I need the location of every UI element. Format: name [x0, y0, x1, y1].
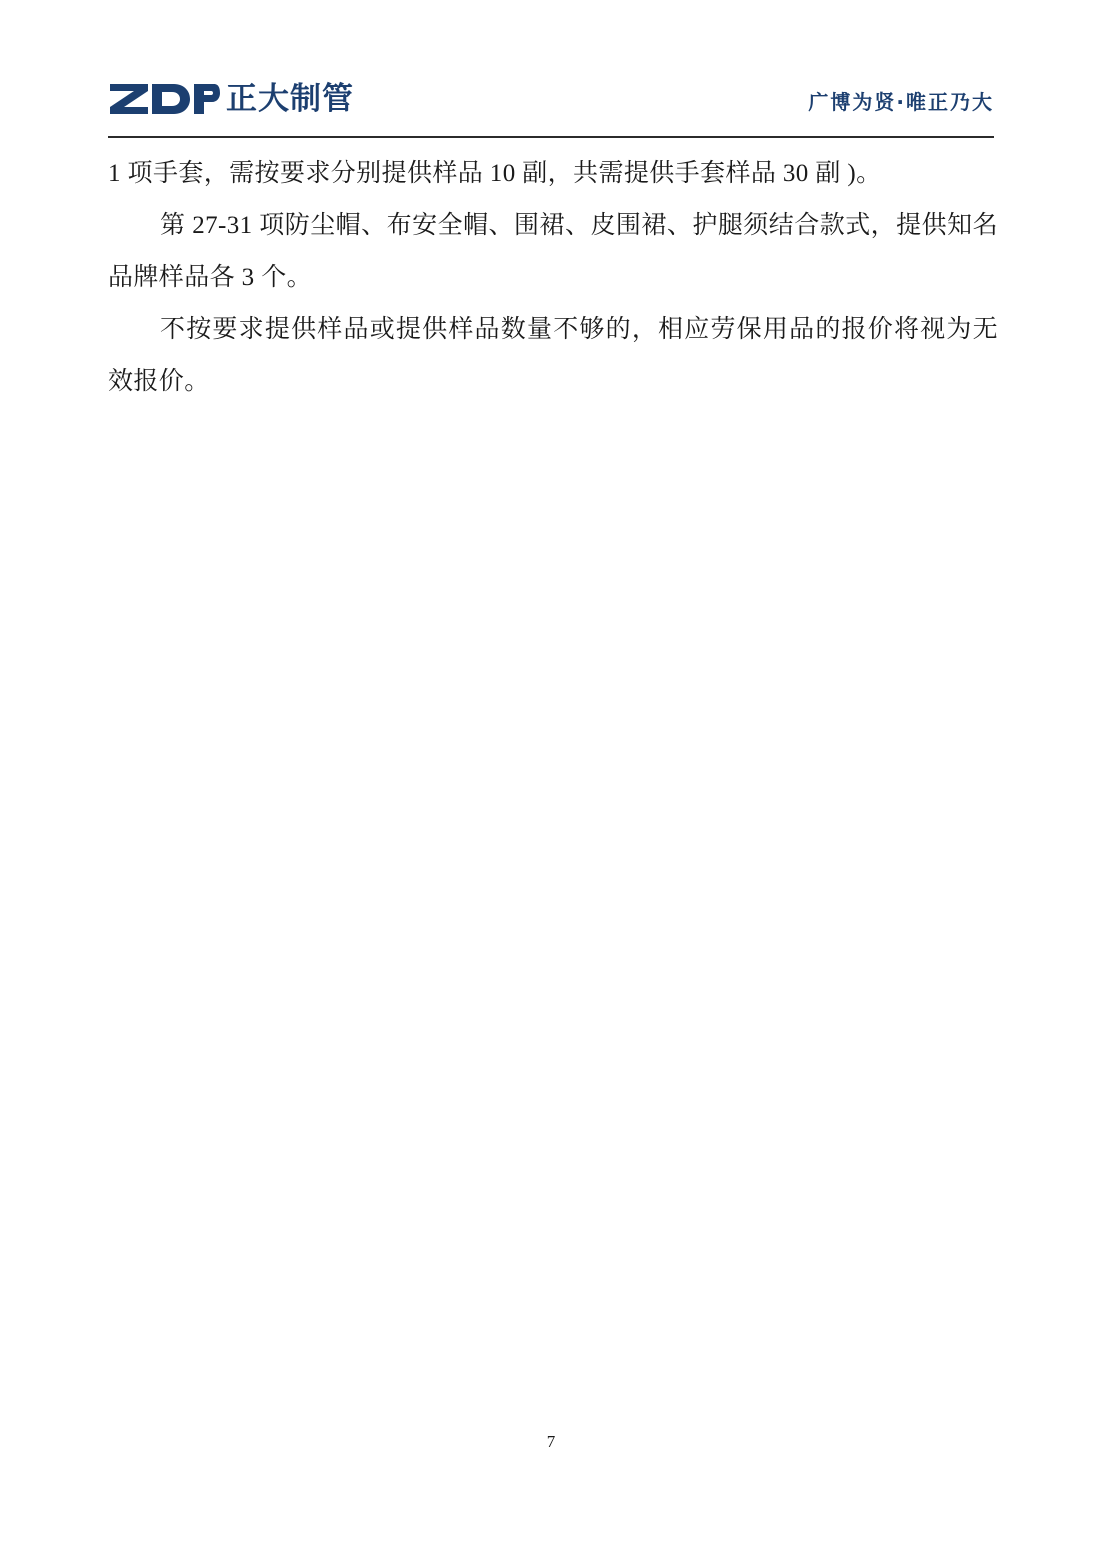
document-body — [108, 148, 998, 408]
header-divider — [108, 136, 994, 138]
zdp-logo-icon — [108, 82, 220, 116]
paragraph: 不按要求提供样品或提供样品数量不够的，相应劳保用品的报价将视为无效报价。 — [108, 316, 998, 395]
page-header — [108, 78, 994, 136]
company-logo — [108, 78, 354, 120]
paragraph: 1 项手套，需按要求分别提供样品 10 副，共需提供手套样品 30 副 )。 — [108, 160, 882, 187]
company-slogan: 广博为贤·唯正乃大 — [808, 90, 994, 114]
paragraph: 第 27-31 项防尘帽、布安全帽、围裙、皮围裙、护腿须结合款式，提供知名品牌样品各 3 个。 — [108, 212, 998, 291]
company-name-cn: 正大制管 — [226, 81, 354, 117]
page-number: 7 — [546, 1432, 556, 1451]
